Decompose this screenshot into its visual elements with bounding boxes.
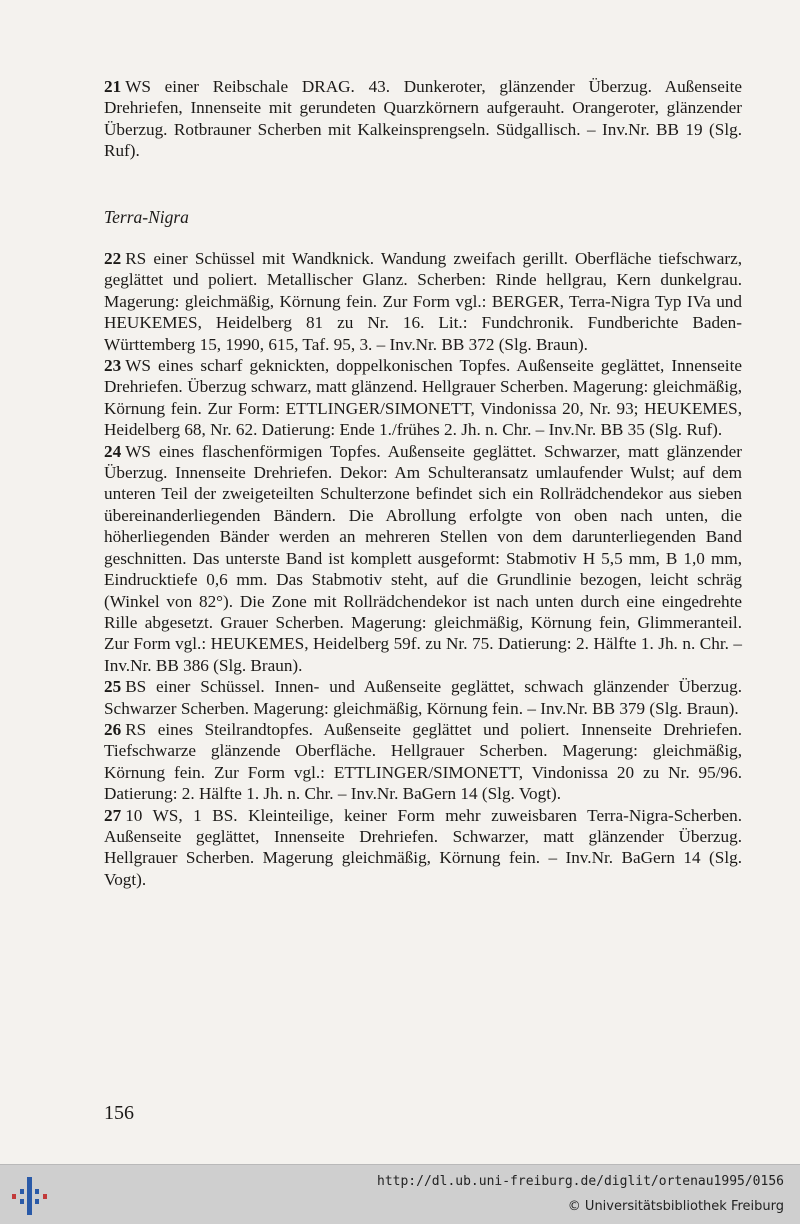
- footer-bar: [0, 1164, 800, 1224]
- entry-block-top: [104, 76, 742, 162]
- library-logo-icon: [8, 1175, 52, 1217]
- copyright-text: © Universitätsbibliothek Freiburg: [567, 1199, 784, 1214]
- source-url-link[interactable]: http://dl.ub.uni-freiburg.de/diglit/ortenau1995/0156: [377, 1174, 784, 1189]
- catalog-entry: [104, 441, 742, 676]
- catalog-entry: [104, 676, 742, 719]
- entry-text: RS einer Schüssel mit Wandknick. Wandung zweifach gerillt. Oberfläche tiefschwarz, geglättet und poliert. Metallischer Glanz. Scherben: Rinde hellgrau, Kern dunkelgrau. Magerung: gleichmäßig, Körnung fein. Zur Form vgl.: BERGER, Terra-Nigra Typ IVa und HEUKEMES, Heidelberg 81 zu Nr. 16. Lit.: Fundchronik. Fundberichte Baden-Württemberg 15, 1990, 615, Taf. 95, 3. – Inv.Nr. BB 372 (Slg. Braun).: [104, 249, 742, 354]
- section-heading: Terra-Nigra: [104, 207, 189, 227]
- catalog-entry: [104, 805, 742, 891]
- entry-number: 26: [104, 719, 122, 739]
- entry-text: WS einer Reibschale DRAG. 43. Dunkeroter, glänzender Überzug. Außenseite Drehriefen, Innenseite mit gerundeten Quarzkörnern aufgerauht. Orangeroter, glänzender Überzug. Rotbrauner Scherben mit Kalkeinsprengseln. Südgallisch. – Inv.Nr. BB 19 (Slg. Ruf).: [104, 77, 742, 161]
- entry-text: BS einer Schüssel. Innen- und Außenseite geglättet, schwach glänzender Überzug. Schwarzer Scherben. Magerung: gleichmäßig, Körnung fein. – Inv.Nr. BB 379 (Slg. Braun).: [104, 677, 742, 718]
- catalog-entry: [104, 355, 742, 441]
- entry-number: 22: [104, 249, 122, 268]
- entry-text: WS eines flaschenförmigen Topfes. Außenseite geglättet. Schwarzer, matt glänzender Überzug. Innenseite Drehriefen. Dekor: Am Schulteransatz umlaufender Wulst; auf dem unteren Teil der zweigeteilten Schulterzone befindet sich ein Rollrädchendekor aus sieben übereinanderliegenden Bändern. Die Abrollung erfolgte von oben nach unten, die höherliegenden Bänder werden an mehreren Stellen von dem darunterliegenden Band geschnitten. Das unterste Band ist komplett ausgeformt: Stabmotiv H 5,5 mm, B 1,0 mm, Eindrucktiefe 0,6 mm. Das Stabmotiv steht, auf die Grundlinie bezogen, leicht schräg (Winkel von 82°). Die Zone mit Rollrädchendekor ist nach unten durch eine eingedrehte Rille abgesetzt. Grauer Scherben. Magerung: gleichmäßig, Körnung fein, Glimmeranteil. Zur Form vgl.: HEUKEMES, Heidelberg 59f. zu Nr. 75. Datierung: 2. Hälfte 1. Jh. n. Chr. – Inv.Nr. BB 386 (Slg. Braun).: [104, 441, 742, 675]
- entry-number: 27: [104, 805, 122, 825]
- entry-text: WS eines scharf geknickten, doppelkonischen Topfes. Außenseite geglättet, Innenseite Drehriefen. Überzug schwarz, matt glänzend. Hellgrauer Scherben. Magerung: gleichmäßig, Körnung fein. Zur Form: ETTLINGER/SIMONETT, Vindonissa 20, Nr. 93; HEUKEMES, Heidelberg 68, Nr. 62. Datierung: Ende 1./frühes 2. Jh. n. Chr. – Inv.Nr. BB 35 (Slg. Ruf).: [104, 356, 742, 440]
- entry-text: 10 WS, 1 BS. Kleinteilige, keiner Form mehr zuweisbaren Terra-Nigra-Scherben. Außenseite geglättet, Innenseite Drehriefen. Schwarzer, matt glänzender Überzug. Hellgrauer Scherben. Magerung gleichmäßig, Körnung fein. – Inv.Nr. BaGern 14 (Slg. Vogt).: [104, 805, 742, 889]
- entry-text: RS eines Steilrandtopfes. Außenseite geglättet und poliert. Innenseite Drehriefen. Tiefschwarze glänzende Oberfläche. Hellgrauer Scherben. Magerung: gleichmäßig, Körnung fein. Zur Form vgl.: ETTLINGER/SIMONETT, Vindonissa 20 zu Nr. 95/96. Datierung: 2. Hälfte 1. Jh. n. Chr. – Inv.Nr. BaGern 14 (Slg. Vogt).: [104, 719, 742, 804]
- page-number: 156: [104, 1102, 134, 1124]
- entry-number: 24: [104, 441, 122, 461]
- catalog-entry: [104, 248, 742, 355]
- entry-number: 25: [104, 677, 122, 697]
- catalog-entry: [104, 76, 742, 162]
- entry-number: 21: [104, 77, 122, 96]
- catalog-entry: [104, 719, 742, 805]
- entry-number: 23: [104, 356, 122, 376]
- entry-block-terra-nigra: [104, 248, 742, 890]
